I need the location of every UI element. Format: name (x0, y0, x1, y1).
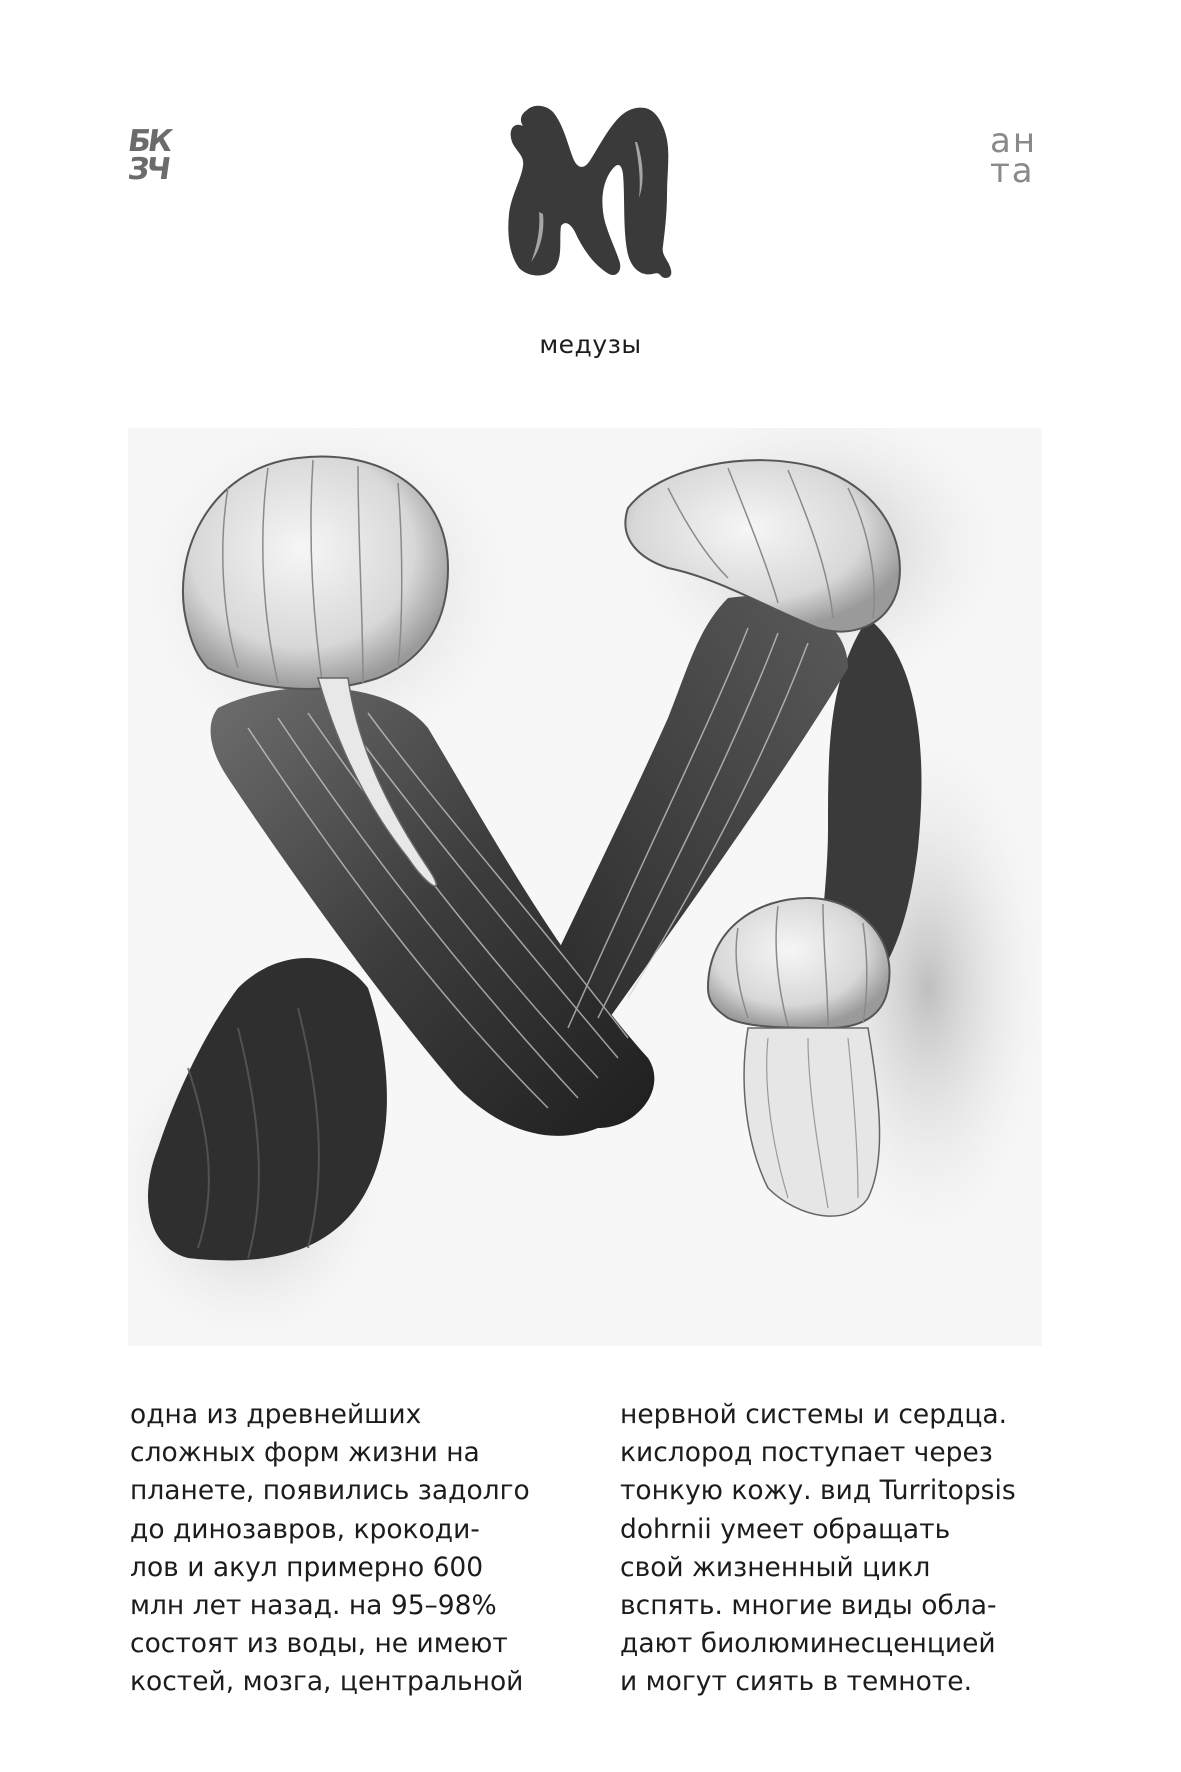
brand-logo-right (990, 121, 1054, 191)
body-text-left: одна из древнейших сложных форм жизни на планете, появились задолго до динозавров, крокоди- лов и акул примерно 600 млн лет назад. на 95–98% состоят из воды, не имеют костей, мозга, центральной (130, 1399, 530, 1698)
body-text-right: нервной системы и сердца. кислород поступает через тонкую кожу. вид Turritopsis dohrnii умеет обращать свой жизненный цикл вспять. многие виды обла- дают биолюминесценцией и могут сиять в темноте. (620, 1399, 1016, 1698)
logo-left-line-1: БК (125, 124, 172, 159)
jellyfish-illustration (128, 428, 1042, 1346)
logo-right-line-1: ан (990, 121, 1038, 161)
brand-logo-left (125, 124, 200, 190)
logo-right-line-2: та (990, 151, 1035, 191)
logo-left-line-2: ЗЧ (125, 152, 171, 187)
letter-m-logo (505, 102, 677, 280)
page-title: медузы (539, 330, 642, 359)
